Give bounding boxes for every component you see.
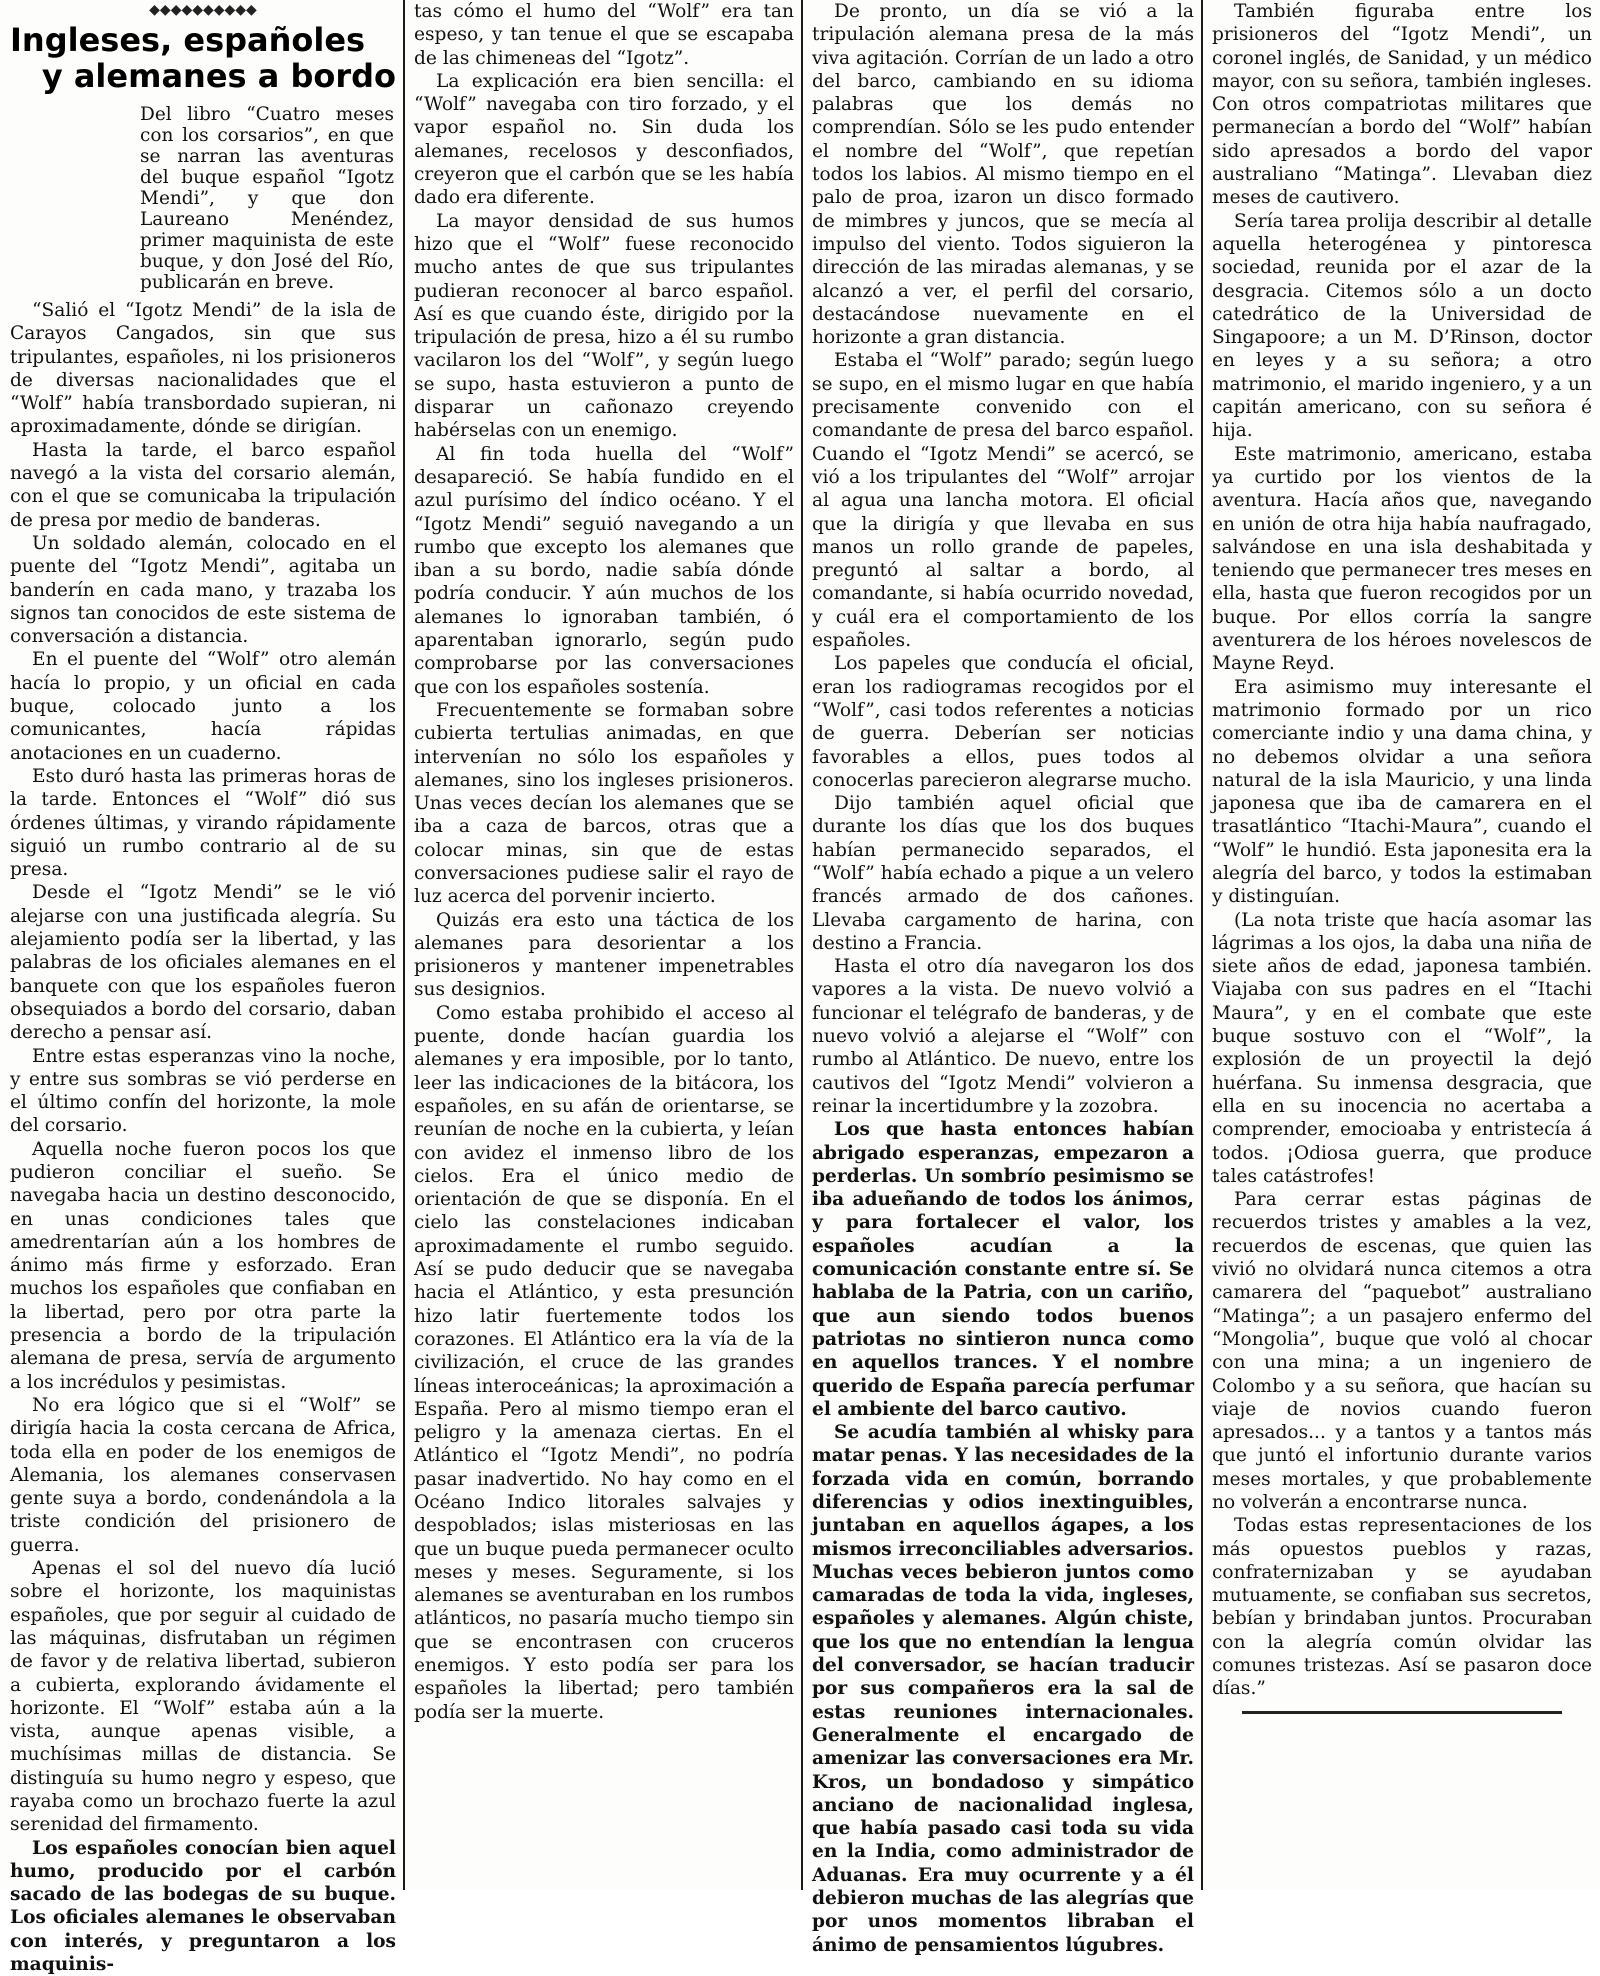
- paragraph: (La nota triste que hacía asomar las lágrimas a los ojos, la daba una niña de siete años de edad, japonesa también. Viajaba con sus padres en el “Itachi Maura”, y en el combate que este buque sostuvo con el “Wolf”, la explosión de un proyectil la dejó huérfana. Su inmensa desgracia, que ella en su inocencia no acertaba a comprender, emocioaba y entristecía á todos. ¡Odiosa guerra, que produce tales catástrofes!: [1212, 909, 1592, 1187]
- paragraph: No era lógico que si el “Wolf” se dirigía hacia la costa cercana de Africa, toda ella en poder de los enemigos de Alemania, los alemanes conservasen gente suya a bordo, condenándola a la triste condición del prisionero de guerra.: [10, 1394, 396, 1556]
- paragraph: Hasta el otro día navegaron los dos vapores a la vista. De nuevo volvió a funcionar el telégrafo de banderas, y de nuevo volvió a alejarse el “Wolf” con rumbo al Atlántico. De nuevo, entre los cautivos del “Igotz Mendi” volvieron a reinar la incertidumbre y la zozobra.: [812, 956, 1194, 1117]
- paragraph: Entre estas esperanzas vino la noche, y entre sus sombras se vió perderse en el último confín del horizonte, la mole del corsario.: [10, 1045, 396, 1137]
- paragraph: tas cómo el humo del “Wolf” era tan espeso, y tan tenue el que se escapaba de las chimeneas del “Igotz”.: [414, 1, 794, 69]
- paragraph: Estaba el “Wolf” parado; según luego se supo, en el mismo lugar en que había precisamente convenido con el comandante de presa del barco español. Cuando el “Igotz Mendi” se acercó, se vió a los tripulantes del “Wolf” arrojar al agua una lancha motora. El oficial que la dirigía y que llevaba en sus manos un rollo grande de papeles, preguntó al saltar a bordo, al comandante, si había ocurrido novedad, y cuál era el comportamiento de los españoles.: [812, 350, 1194, 652]
- article-body-col3: [812, 0, 1194, 1957]
- paragraph: La explicación era bien sencilla: el “Wolf” navegaba con tiro forzado, y el vapor español no. Sin duda los alemanes, recelosos y desconfiados, creyeron que el carbón que se les había dado era diferente.: [414, 70, 794, 209]
- paragraph: Los papeles que conducía el oficial, eran los radiogramas recogidos por el “Wolf”, casi todos referentes a noticias de guerra. Deberían ser noticias favorables a ellos, pues todos al conocerlas parecieron alegrarse mucho.: [812, 653, 1194, 791]
- paragraph: Como estaba prohibido el acceso al puente, donde hacían guardia los alemanes y era imposible, por lo tanto, leer las indicaciones de la bitácora, los españoles, en su afán de orientarse, se reunían de noche en la cubierta, y leían con avidez el inmenso libro de los cielos. Era el único medio de orientación de que se disponía. En el cielo las constelaciones indicaban aproximadamente el rumbo seguido. Así se pudo deducir que se navegaba hacia el Atlántico, y esta presunción hizo latir fuertemente todos los corazones. El Atlántico era la vía de la civilización, el cruce de las grandes líneas interoceánicas; la aproximación a España. Pero al mismo tiempo eran el peligro y la amenaza ciertas. En el Atlántico el “Igotz Mendi”, no podría pasar inadvertido. No hay como en el Océano Indico litorales salvajes y despoblados; islas misteriosas en las que un buque pueda permanecer oculto meses y meses. Seguramente, si los alemanes se aventuraban en los rumbos atlánticos, no pasaría mucho tiempo sin que se encontrasen con cruceros enemigos. Y esto podía ser para los españoles la libertad; pero también podía ser la muerte.: [414, 1002, 794, 1723]
- column-2: [404, 0, 802, 1890]
- article-body-col1: [10, 299, 396, 1976]
- article-body-col2: [414, 0, 794, 1724]
- paragraph: En el puente del “Wolf” otro alemán hacía lo propio, y un oficial en cada buque, colocado junto a los comunicantes, hacía rápidas anotaciones en un cuaderno.: [10, 649, 396, 764]
- paragraph: De pronto, un día se vió a la tripulación alemana presa de la más viva agitación. Corrían de un lado a otro del barco, cambiando en su idioma palabras que los demás no comprendían. Sólo se les pudo entender el nombre del “Wolf”, que repetían todos los labios. Al mismo tiempo en el palo de proa, izaron un disco formado de mimbres y juncos, que se mecía al impulso del viento. Todos siguieron la dirección de las miradas alemanas, y se alcanzó a ver, el perfil del corsario, destacándose nuevamente en el horizonte a gran distancia.: [812, 1, 1194, 349]
- paragraph: Aquella noche fueron pocos los que pudieron conciliar el sueño. Se navegaba hacia un destino desconocido, en unas condiciones tales que amedrentarían aún a los hombres de ánimo más firme y esforzado. Eran muchos los españoles que confiaban en la libertad, pero por otra parte la presencia a bordo de la tripulación alemana de presa, servía de argumento a los incrédulos y pesimistas.: [10, 1138, 396, 1393]
- headline-line-1: Ingleses, españoles: [10, 21, 366, 59]
- paragraph: Al fin toda huella del “Wolf” desapareció. Se había fundido en el azul purísimo del índico océano. Y el “Igotz Mendi” seguió navegando a un rumbo que excepto los alemanes que iban a su bordo, nadie sabía dónde podría conducir. Y aún muchos de los alemanes lo ignoraban también, ó aparentaban ignorarlo, según pudo comprobarse por las conversaciones que con los españoles sostenía.: [414, 443, 794, 698]
- paragraph: Quizás era esto una táctica de los alemanes para desorientar a los prisioneros y mantener impenetrables sus designios.: [414, 909, 794, 1001]
- top-ornament: ◆◆◆◆◆◆◆◆◆◆: [149, 2, 257, 18]
- headline-line-2: y alemanes a bordo: [41, 57, 396, 95]
- paragraph: Este matrimonio, americano, estaba ya curtido por los vientos de la aventura. Hacía años que, navegando en unión de otra hija había naufragado, salvándose en una isla deshabitada y teniendo que permanecer tres meses en ella, hasta que fueron recogidos por un buque. Por ellos corría la sangre aventurera de los héroes novelescos de Mayne Reyd.: [1212, 443, 1592, 675]
- paragraph: Los españoles conocían bien aquel humo, producido por el carbón sacado de las bodegas de su buque. Los oficiales alemanes le observaban con interés, y preguntaron a los maquinis-: [10, 1837, 396, 1976]
- paragraph: La mayor densidad de sus humos hizo que el “Wolf” fuese reconocido mucho antes de que sus tripulantes pudieran reconocer al barco español. Así es que cuando éste, dirigido por la tripulación de presa, hizo a él su rumbo vacilaron los del “Wolf”, y según luego se supo, hasta estuvieron a punto de disparar un cañonazo creyendo habérselas con un enemigo.: [414, 210, 794, 442]
- paragraph: “Salió el “Igotz Mendi” de la isla de Carayos Cangados, sin que sus tripulantes, españoles, ni los prisioneros de diversas nacionalidades que el “Wolf” había transbordado supieran, ni aproximadamente, dónde se dirigían.: [10, 300, 396, 438]
- column-3: [802, 0, 1202, 1956]
- paragraph: Se acudía también al whisky para matar penas. Y las necesidades de la forzada vida en común, borrando diferencias y odios inextinguibles, juntaban en aquellos ágapes, a los mismos irreconciliables adversarios. Muchas veces bebieron juntos como camaradas de toda la vida, ingleses, españoles y alemanes. Algún chiste, que los que no entendían la lengua del conversador, se hacían traducir por sus compañeros era la sal de estas reuniones internacionales. Generalmente el encargado de amenizar las conversaciones era Mr. Kros, un bondadoso y simpático anciano de nacionalidad inglesa, que había pasado casi toda su vida en la India, como administrador de Aduanas. Era muy ocurrente y a él debieron muchas de las alegrías que por unos momentos libraban el ánimo de pensamientos lúgubres.: [812, 1422, 1194, 1956]
- paragraph: Era asimismo muy interesante el matrimonio formado por un rico comerciante indio y una dama china, y no debemos olvidar a una señora natural de la isla Mauricio, y una linda japonesa que iba de camarera en el trasatlántico “Itachi-Maura”, cuando el “Wolf” le hundió. Esta japonesita era la alegría del barco, y todos la estimaban y distinguían.: [1212, 676, 1592, 908]
- paragraph: Todas estas representaciones de los más opuestos pueblos y razas, confraternizaban y se ayudaban mutuamente, se confiaban sus secretos, bebían y brindaban juntos. Procuraban con la alegría común olvidar las comunes tristezas. Así se pasaron doce días.”: [1212, 1515, 1592, 1700]
- paragraph: Sería tarea prolija describir al detalle aquella heterogénea y pintoresca sociedad, reunida por el azar de la desgracia. Citemos sólo a un docto catedrático de la Universidad de Singapoore; a un M. D’Rinson, doctor en leyes y a su señora; a otro matrimonio, el marido ingeniero, y a un capitán americano, con su señora é hija.: [1212, 210, 1592, 442]
- paragraph: Para cerrar estas páginas de recuerdos tristes y amables a la vez, recuerdos de escenas, que quien las vivió no olvidará nunca citemos a otra camarera del “paquebot” australiano “Matinga”; a un pasajero enfermo del “Mongolia”, buque que voló al chocar con una mina; a un ingeniero de Colombo y a su señora, que hacían su viaje de novios cuando fueron apresados... y a tantos y a tantos más que juntó el infortunio durante varios meses mortales, y que probablemente no volverán a encontrarse nunca.: [1212, 1189, 1592, 1513]
- intro-note: Del libro “Cuatro meses con los corsarios”, en que se narran las aventuras del buque español “Igotz Mendi”, y que don Laureano Menéndez, primer maquinista de este buque, y don José del Río, publicarán en breve.: [140, 104, 394, 293]
- column-1: [0, 0, 404, 1976]
- paragraph: También figuraba entre los prisioneros del “Igotz Mendi”, un coronel inglés, de Sanidad, y un médico mayor, con su señora, también ingleses. Con otros compatriotas militares que permanecían a bordo del “Wolf” habían sido apresados a bordo del vapor australiano “Matinga”. Llevaban diez meses de cautivero.: [1212, 1, 1592, 209]
- paragraph: Los que hasta entonces habían abrigado esperanzas, empezaron a perderlas. Un sombrío pesimismo se iba adueñando de todos los ánimos, y para fortalecer el valor, los españoles acudían a la comunicación constante entre sí. Se hablaba de la Patria, con un cariño, que aun siendo todos buenos patriotas no sintieron nunca como en aquellos trances. Y el nombre querido de España parecía perfumar el ambiente del barco cautivo.: [812, 1119, 1194, 1420]
- end-rule: [1242, 1711, 1562, 1714]
- paragraph: Un soldado alemán, colocado en el puente del “Igotz Mendi”, agitaba un banderín en cada mano, y trazaba los signos tan conocidos de este sistema de conversación a distancia.: [10, 532, 396, 648]
- column-4: [1202, 0, 1600, 1890]
- article-body-col4: [1212, 0, 1592, 1701]
- paragraph: Desde el “Igotz Mendi” se le vió alejarse con una justificada alegría. Su alejamiento podía ser la libertad, y las palabras de los oficiales alemanes en el banquete con que los españoles fueron obsequiados a bordo del corsario, daban derecho a pensar así.: [10, 882, 396, 1044]
- paragraph: Apenas el sol del nuevo día lució sobre el horizonte, los maquinistas españoles, que por seguir al cuidado de las máquinas, disfrutaban un régimen de favor y de relativa libertad, subieron a cubierta, explorando ávidamente el horizonte. El “Wolf” estaba aún a la vista, aunque apenas visible, a muchísimas millas de distancia. Se distinguía su humo negro y espeso, que rayaba como un brochazo fuerte la azul serenidad del firmamento.: [10, 1558, 396, 1836]
- paragraph: Esto duró hasta las primeras horas de la tarde. Entonces el “Wolf” dió sus órdenes últimas, y virando rápidamente siguió un rumbo contrario al de su presa.: [10, 765, 396, 881]
- paragraph: Hasta la tarde, el barco español navegó a la vista del corsario alemán, con el que se comunicaba la tripulación de presa por medio de banderas.: [10, 439, 396, 531]
- paragraph: Frecuentemente se formaban sobre cubierta tertulias animadas, en que intervenían no sólo los españoles y alemanes, sino los ingleses prisioneros. Unas veces decían los alemanes que se iba a caza de barcos, otras que a colocar minas, sin que de estas conversaciones pudiese salir el rayo de luz acerca del porvenir incierto.: [414, 699, 794, 908]
- paragraph: Dijo también aquel oficial que durante los días que los dos buques habían permanecido separados, el “Wolf” había echado a pique a un velero francés armado de dos cañones. Llevaba cargamento de harina, con destino a Francia.: [812, 793, 1194, 954]
